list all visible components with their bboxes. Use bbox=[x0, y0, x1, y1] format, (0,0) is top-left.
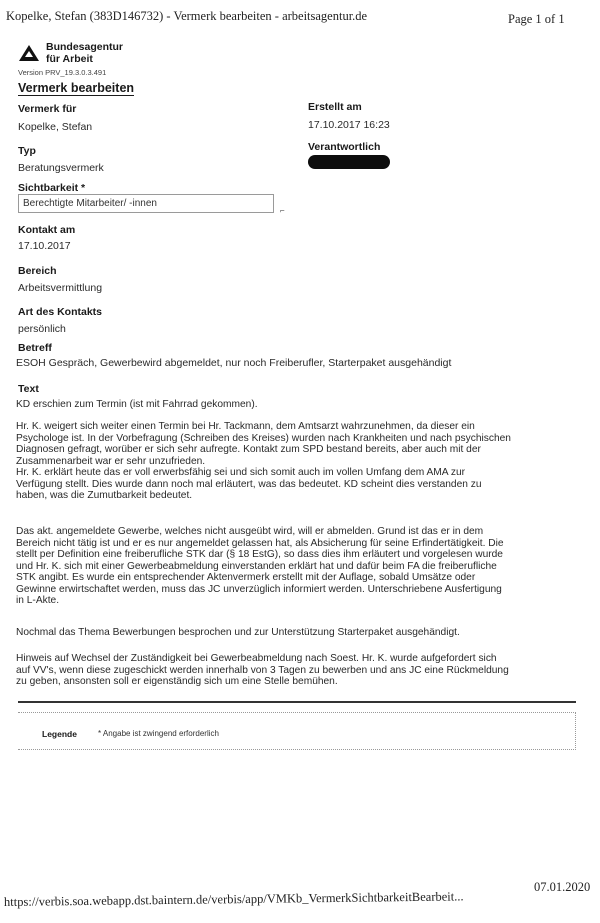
sichtbarkeit-label: Sichtbarkeit * bbox=[18, 182, 86, 194]
sichtbarkeit-select[interactable]: Berechtigte Mitarbeiter/ -innen bbox=[18, 194, 274, 213]
bereich-label: Bereich bbox=[18, 265, 57, 277]
ba-logo-icon bbox=[18, 44, 40, 62]
legend-title: Legende bbox=[42, 729, 77, 739]
redacted-name bbox=[308, 155, 390, 169]
select-handle-icon: ⌐ bbox=[280, 206, 285, 215]
app-version: Version PRV_19.3.0.3.491 bbox=[18, 68, 107, 77]
erstellt-am-label: Erstellt am bbox=[308, 101, 362, 113]
print-header-title: Kopelke, Stefan (383D146732) - Vermerk bearbeiten - arbeitsagentur.de bbox=[6, 9, 368, 23]
text-label: Text bbox=[18, 383, 39, 395]
print-footer-date: 07.01.2020 bbox=[534, 880, 591, 894]
page-title: Vermerk bearbeiten bbox=[18, 81, 135, 95]
text-paragraph: Das akt. angemeldete Gewerbe, welches nicht ausgeübt wird, will er abmelden. Grund ist das er in dem Bereich nicht tätig ist und er es nur angemeldet gelassen hat, als Absicherung für seine Erfindertätigkeit. Die stellt per Definition eine freiberufliche STK dar (§ 18 EstG), so dass dies ihm erläutert und vorgelesen wurde und Hr. K. sich mit einer Gewerbeabmeldung einverstanden erklärt hat und dafür beim FA die freiberufliche STK angibt. Es wurde ein entsprechender Aktenvermerk erstellt mit der Auflage, sobald Umsätze oder Gewinne erwirtschaftet werden, muss das JC unverzüglich informiert werden. Unterschriebene Ausfertigung in L-Akte. bbox=[16, 526, 504, 606]
section-divider bbox=[18, 701, 576, 703]
vermerk-fuer-label: Vermerk für bbox=[18, 103, 77, 115]
betreff-value: ESOH Gespräch, Gewerbewird abgemeldet, nur noch Freiberufler, Starterpaket ausgehändigt bbox=[16, 357, 452, 369]
legend-text: * Angabe ist zwingend erforderlich bbox=[98, 729, 219, 738]
art-value: persönlich bbox=[18, 323, 66, 335]
erstellt-am-value: 17.10.2017 16:23 bbox=[308, 119, 390, 131]
print-page-count: Page 1 of 1 bbox=[508, 12, 565, 26]
print-footer-url: https://verbis.soa.webapp.dst.baintern.de/verbis/app/VMKb_VermerkSichtbarkeitBearbeit... bbox=[3, 889, 464, 909]
typ-value: Beratungsvermerk bbox=[18, 162, 104, 174]
art-label: Art des Kontakts bbox=[18, 306, 103, 318]
text-paragraph: KD erschien zum Termin (ist mit Fahrrad gekommen). bbox=[16, 399, 258, 410]
text-paragraph: Nochmal das Thema Bewerbungen besprochen und zur Unterstützung Starterpaket ausgehändigt. bbox=[16, 627, 460, 638]
betreff-label: Betreff bbox=[18, 342, 52, 354]
typ-label: Typ bbox=[18, 145, 36, 157]
brand-name-line2: für Arbeit bbox=[46, 53, 93, 65]
verantwortlich-label: Verantwortlich bbox=[308, 141, 381, 153]
text-paragraph: Hr. K. weigert sich weiter einen Termin bei Hr. Tackmann, dem Amtsarzt wahrzunehmen, da dieser ein Psychologe ist. In der Vorbefragung (Schreiben des Kreises) wurden nach Krankheiten und nach psychischen Diagnosen gefragt, worüber er sich sehr aufregte. Kontakt zum SPD bestand bereits, aber auch mit der Zusammenarbeit war er sehr unzufrieden. Hr. K. erklärt heute das er voll erwerbsfähig sei und sich somit auch im vollen Umfang dem AMA zur Verfügung stellt. Dies wurde dann noch mal erläutert, was das bedeutet. KD scheint dies verstanden zu haben, was die Zumutbarkeit bedeutet. bbox=[16, 421, 511, 501]
bereich-value: Arbeitsvermittlung bbox=[18, 282, 103, 294]
kontakt-label: Kontakt am bbox=[18, 224, 76, 236]
text-paragraph: Hinweis auf Wechsel der Zuständigkeit bei Gewerbeabmeldung nach Soest. Hr. K. wurde aufgefordert sich auf VV's, wenn diese zugeschickt werden innerhalb von 3 Tagen zu bewerben und ans JC eine Rückmeldung zu geben, ansonsten soll er eigenständig sich um eine Stelle bemühen. bbox=[16, 653, 509, 687]
kontakt-value: 17.10.2017 bbox=[18, 240, 71, 252]
vermerk-fuer-value: Kopelke, Stefan bbox=[18, 121, 93, 133]
brand-name-line1: Bundesagentur bbox=[46, 41, 124, 53]
